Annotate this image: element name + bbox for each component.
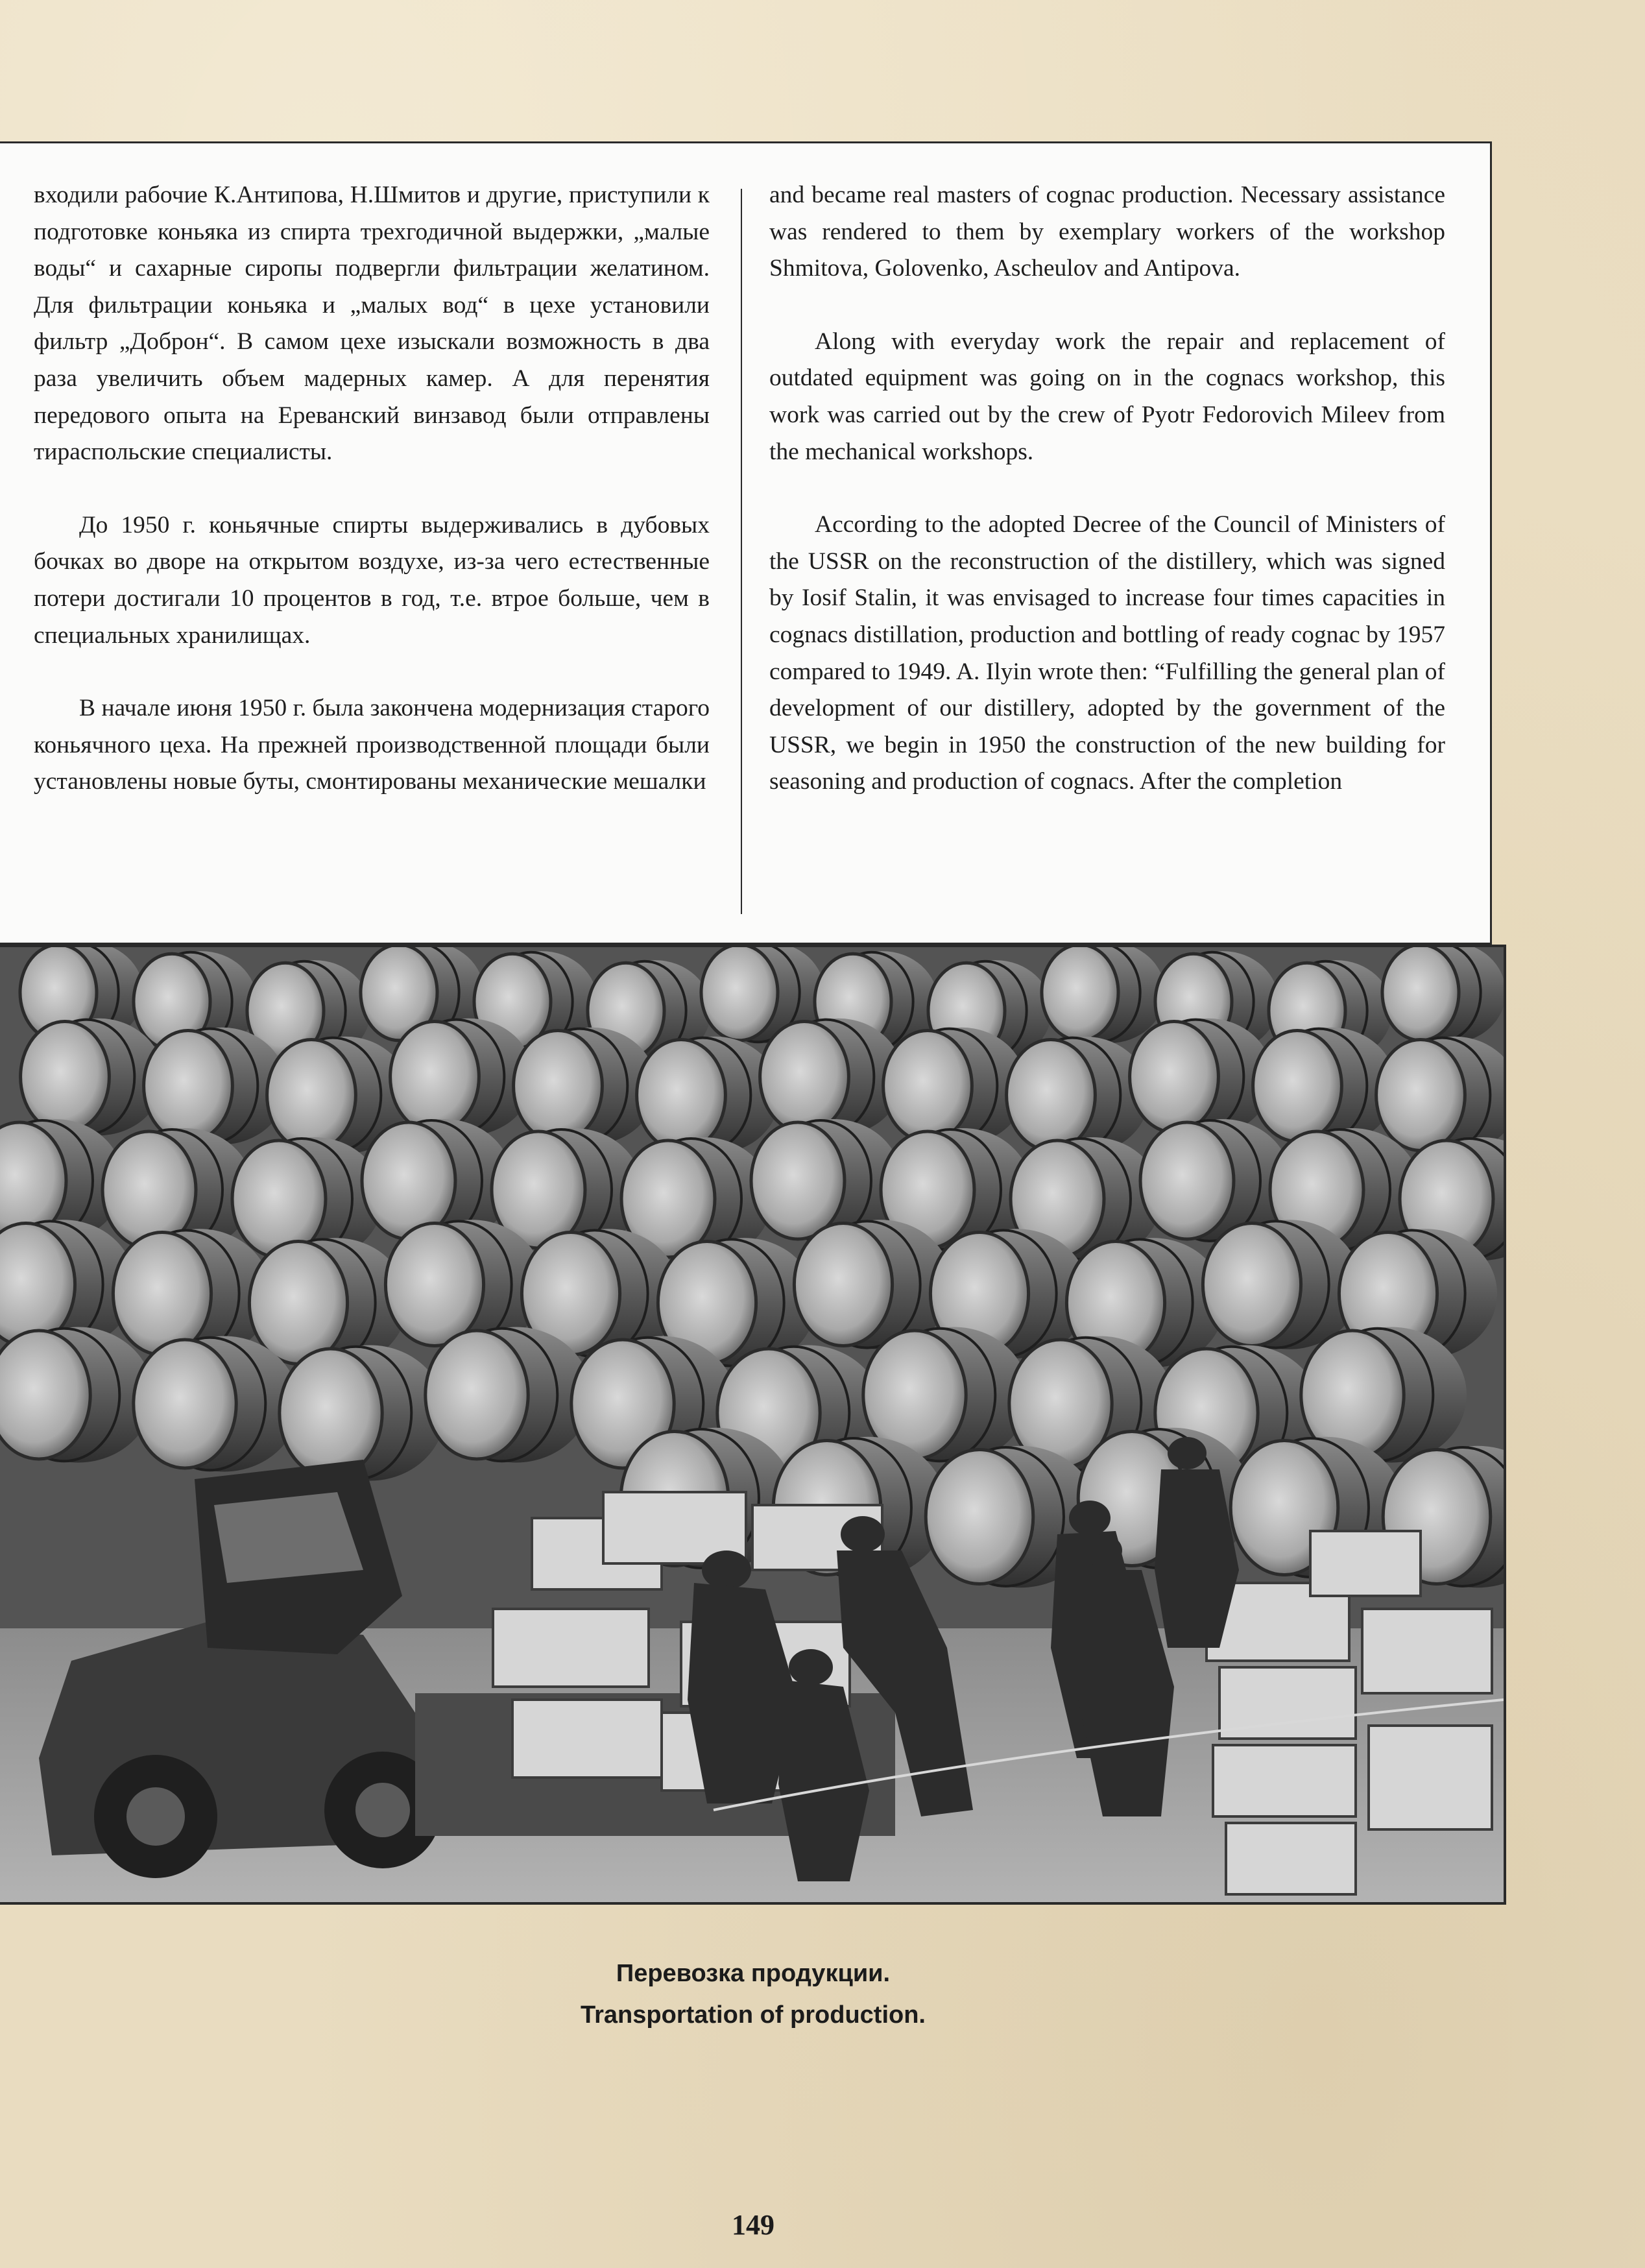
barrel: [1253, 1028, 1396, 1145]
photo-caption: [0, 1953, 1506, 2036]
en-paragraph-1: and became real masters of cognac production. Necessary assistance was rendered to them by exemplary workers of the workshop Shmitova, Golovenko, Ascheulov and Antipova.: [769, 182, 1445, 282]
barrel: [0, 1327, 153, 1463]
en-paragraph-2: Along with everyday work the repair and replacement of outdated equipment was going on in the cognacs workshop, this work was carried out by the crew of Pyotr Fedorovich Mileev from the mechanical workshops.: [769, 328, 1445, 465]
en-paragraph-3: According to the adopted Decree of the Council of Ministers of the USSR on the reconstruction of the distillery, which was signed by Iosif Stalin, it was envisaged to increase four times capacities in cognacs distillation, production and bottling of ready cognac by 1957 compared to 1949. A. Ilyin wrote then: “Fulfilling the general plan of development of our distillery, adopted by the government of the USSR, we begin in 1950 the construction of the new building for seasoning and production of cognacs. After the completion: [769, 511, 1445, 795]
barrel: [144, 1028, 287, 1145]
ru-paragraph-1: входили рабочие К.Антипова, Н.Шмитов и другие, приступили к подготовке коньяка из спирта трехгодичной выдержки, „малые воды“ и сахарные сиропы подвергли фильтрации желатином. Для фильтрации коньяка и „малых вод“ в цехе установили фильтр „Доброн“. В самом цехе изыскали возможность в два раза увеличить объем мадерных камер. А для перенятия передового опыта на Ереванский винзавод были отправлены тираспольские специалисты.: [34, 182, 710, 466]
barrel: [883, 1028, 1026, 1145]
barrel: [21, 1019, 163, 1136]
ru-paragraph-3: В начале июня 1950 г. была закончена модернизация старого коньячного цеха. На прежней производственной площади были установлены новые буты, смонтированы механические мешалки: [34, 695, 710, 795]
barrel: [426, 1327, 591, 1463]
russian-column: [34, 177, 710, 801]
barrel: [1007, 1037, 1149, 1154]
barrel: [1042, 947, 1165, 1043]
barrel: [1130, 1019, 1273, 1136]
barrel: [390, 1019, 533, 1136]
barrel: [514, 1028, 656, 1145]
historic-photograph: [0, 945, 1506, 1905]
barrel: [134, 1336, 299, 1472]
page-number: 149: [732, 2209, 774, 2241]
barrel: [1203, 1220, 1361, 1349]
photo-barrels-truck: [0, 947, 1504, 1902]
column-divider: [741, 189, 742, 914]
caption-english: Transportation of production.: [581, 2001, 926, 2029]
barrel: [760, 1019, 903, 1136]
barrel: [637, 1037, 780, 1154]
caption-russian: Перевозка продукции.: [616, 1960, 891, 1987]
ru-paragraph-2: До 1950 г. коньячные спирты выдерживались в дубовых бочках во дворе на открытом воздухе, из-за чего естественные потери достигали 10 процентов в год, т.е. втрое больше, чем в специальных хранилищах.: [34, 511, 710, 649]
barrel: [1382, 947, 1504, 1043]
barrel: [1376, 1037, 1504, 1154]
text-box: [0, 141, 1492, 945]
english-column: [769, 177, 1445, 801]
